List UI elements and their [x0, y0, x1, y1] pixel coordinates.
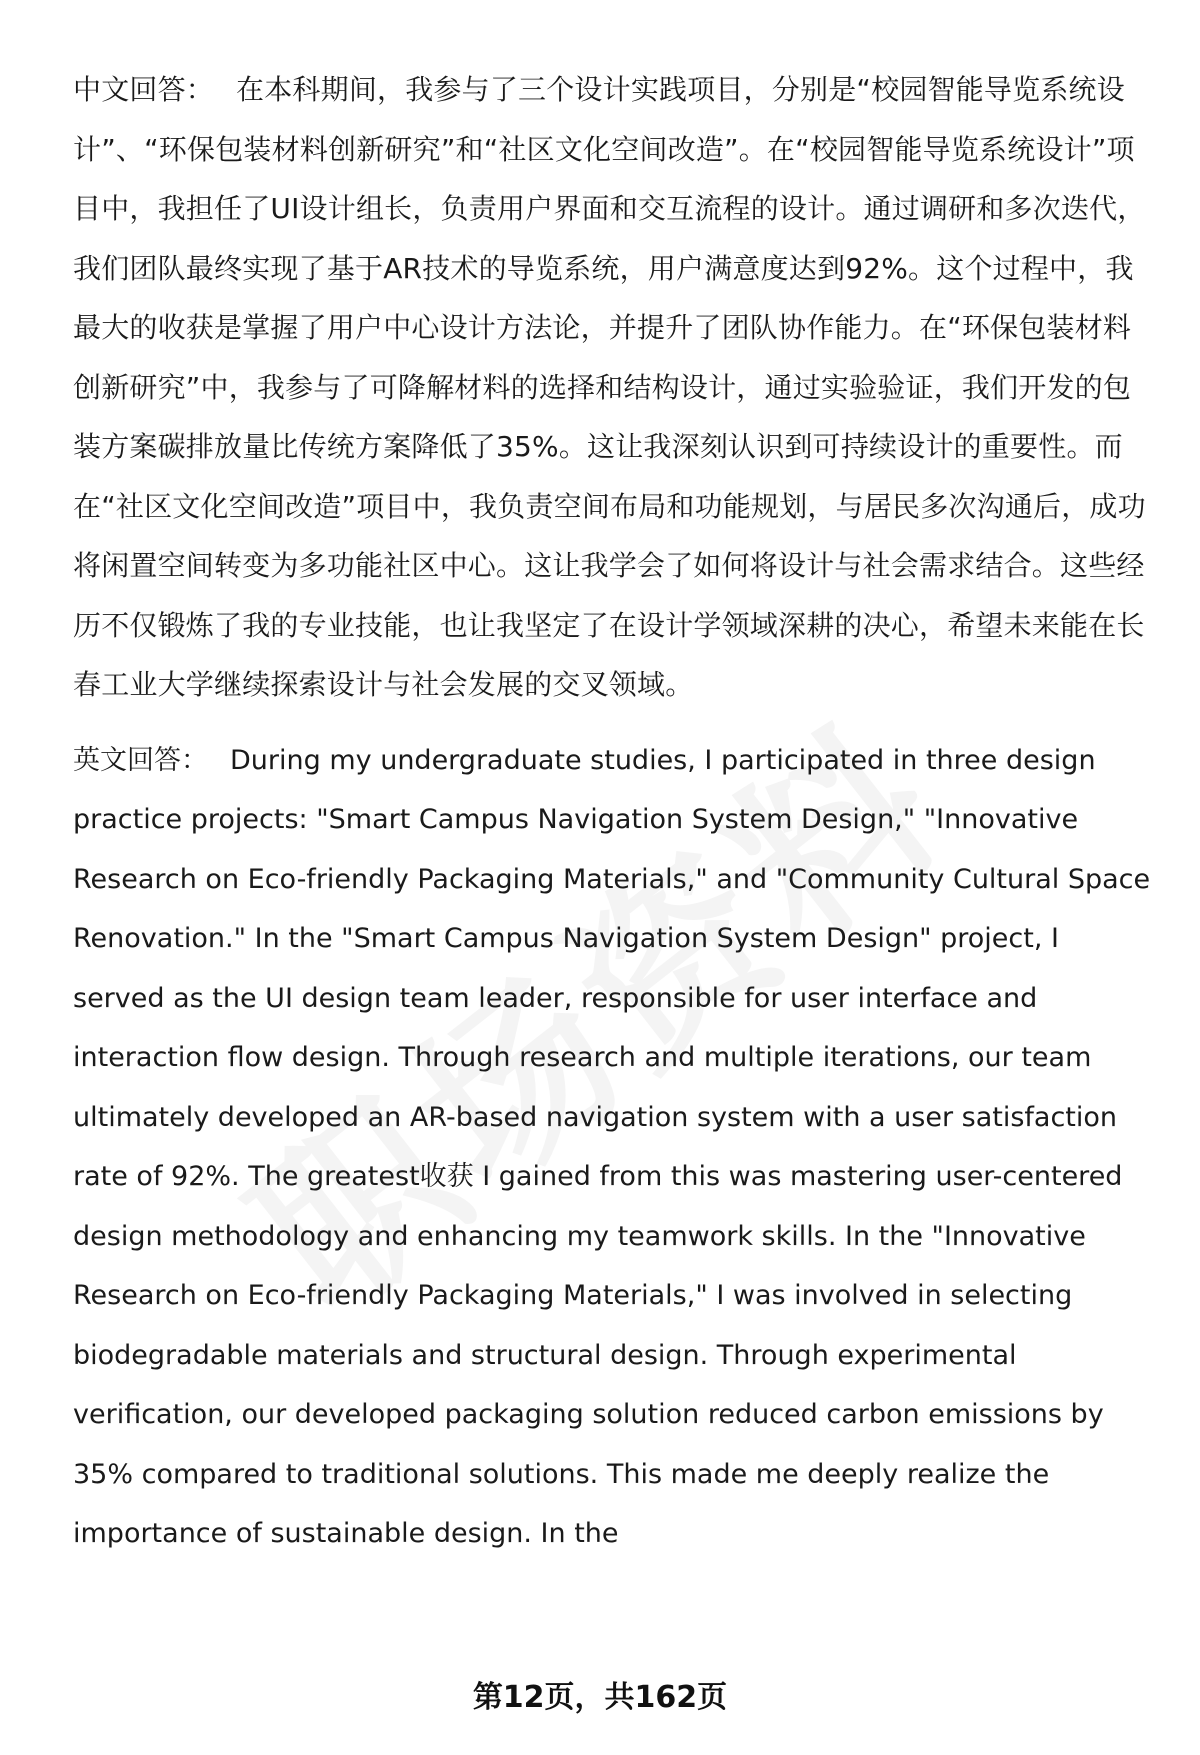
english-answer-text: During my undergraduate studies, I participated in three design practice projects: "Smart Campus Navigation System Design," "Innovative Research on Eco-friendly Packaging Materials," and "Community Cultural Space Renovation." In the "Smart Campus Navigation System Design" project, I served as the UI design team leader, responsible for user interface and interaction flow design. Through research and multiple iterations, our team ultimately developed an AR-based navigation system with a user satisfaction rate of 92%. The greatest收获 I gained from this was mastering user-centered design methodology and enhancing my teamwork skills. In the "Innovative Research on Eco-friendly Packaging Materials," I was involved in selecting biodegradable materials and structural design. Through experimental verification, our developed packaging solution reduced carbon emissions by 35% compared to traditional solutions. This made me deeply realize the importance of sustainable design. In the [73, 744, 1151, 1549]
chinese-answer-text: 在本科期间，我参与了三个设计实践项目，分别是“校园智能导览系统设计”、“环保包装材料创新研究”和“社区文化空间改造”。在“校园智能导览系统设计”项目中，我担任了UI设计组长，负责用户界面和交互流程的设计。通过调研和多次迭代，我们团队最终实现了基于AR技术的导览系统，用户满意度达到92%。这个过程中，我最大的收获是掌握了用户中心设计方法论，并提升了团队协作能力。在“环保包装材料创新研究”中，我参与了可降解材料的选择和结构设计，通过实验验证，我们开发的包装方案碳排放量比传统方案降低了35%。这让我深刻认识到可持续设计的重要性。而在“社区文化空间改造”项目中，我负责空间布局和功能规划，与居民多次沟通后，成功将闲置空间转变为多功能社区中心。这让我学会了如何将设计与社会需求结合。这些经历不仅锻炼了我的专业技能，也让我坚定了在设计学领域深耕的决心，希望未来能在长春工业大学继续探索设计与社会发展的交叉领域。 [73, 73, 1146, 701]
document-body [73, 60, 1158, 1564]
chinese-answer-paragraph [73, 60, 1158, 715]
page-number-footer: 第12页，共162页 [472, 1680, 728, 1715]
english-answer-paragraph [73, 731, 1158, 1564]
english-answer-label: 英文回答： [73, 744, 208, 776]
chinese-answer-label: 中文回答： [73, 73, 215, 106]
